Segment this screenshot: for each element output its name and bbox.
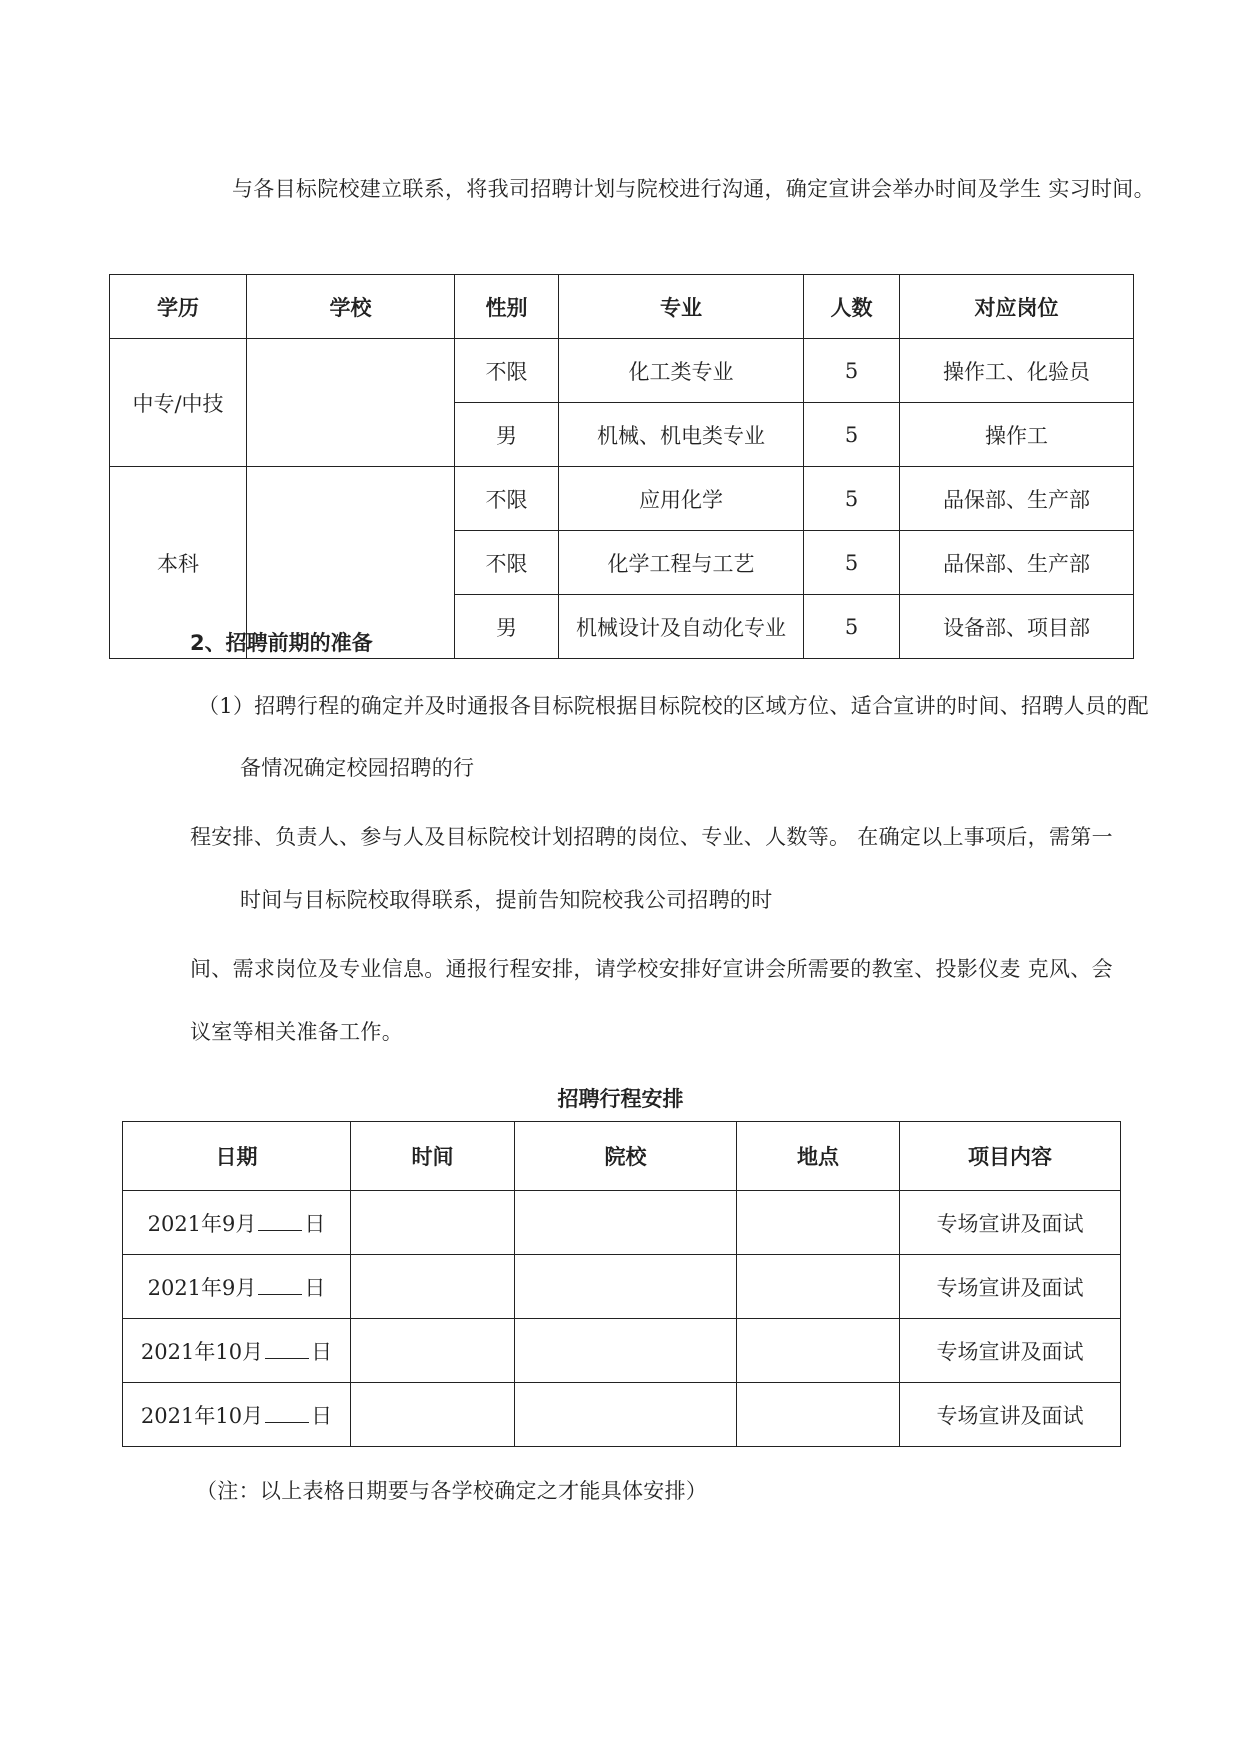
- header-education: 学历: [110, 275, 247, 339]
- table-row: [123, 1319, 1121, 1383]
- table-row: [123, 1383, 1121, 1447]
- gender-cell: 不限: [455, 467, 559, 531]
- plan-table-header-row: [110, 275, 1134, 339]
- header-school: 学校: [247, 275, 455, 339]
- paragraph-line: 间、需求岗位及专业信息。通报行程安排，请学校安排好宣讲会所需要的教室、投影仪麦 克风、会: [190, 957, 1113, 981]
- date-blank: [258, 1212, 302, 1231]
- school-cell: [247, 339, 455, 467]
- time-cell: [351, 1383, 515, 1447]
- paragraph-line: 议室等相关准备工作。: [190, 1020, 403, 1044]
- position-cell: 品保部、生产部: [900, 467, 1134, 531]
- header-major: 专业: [559, 275, 804, 339]
- intro-paragraph: 与各目标院校建立联系，将我司招聘计划与院校进行沟通，确定宣讲会举办时间及学生 实习时间。: [232, 177, 1155, 201]
- content-cell: 专场宣讲及面试: [900, 1191, 1121, 1255]
- school-cell: [515, 1383, 737, 1447]
- header-gender: 性别: [455, 275, 559, 339]
- table-row: [110, 467, 1134, 531]
- time-cell: [351, 1191, 515, 1255]
- date-blank: [265, 1404, 309, 1423]
- date-cell: 2021年9月 日: [123, 1191, 351, 1255]
- header-location: 地点: [737, 1122, 900, 1191]
- table-row: [123, 1255, 1121, 1319]
- header-count: 人数: [804, 275, 900, 339]
- school-cell: [515, 1191, 737, 1255]
- school-cell: [515, 1319, 737, 1383]
- major-cell: 化工类专业: [559, 339, 804, 403]
- header-position: 对应岗位: [900, 275, 1134, 339]
- paragraph-line: 程安排、负责人、参与人及目标院校计划招聘的岗位、专业、人数等。 在确定以上事项后，需第一: [190, 825, 1113, 849]
- paragraph-line: （1）招聘行程的确定并及时通报各目标院根据目标院校的区域方位、适合宣讲的时间、招聘人员的配: [198, 694, 1149, 718]
- paragraph-line: 备情况确定校园招聘的行: [240, 756, 475, 780]
- count-cell: 5: [804, 403, 900, 467]
- count-cell: 5: [804, 531, 900, 595]
- gender-cell: 不限: [455, 339, 559, 403]
- schedule-header-row: [123, 1122, 1121, 1191]
- table-row: [110, 339, 1134, 403]
- section-heading: 2、招聘前期的准备: [190, 631, 373, 655]
- date-cell: 2021年9月 日: [123, 1255, 351, 1319]
- date-cell: 2021年10月 日: [123, 1383, 351, 1447]
- paragraph-line: 时间与目标院校取得联系，提前告知院校我公司招聘的时: [240, 888, 773, 912]
- major-cell: 机械、机电类专业: [559, 403, 804, 467]
- table-row: [123, 1191, 1121, 1255]
- position-cell: 品保部、生产部: [900, 531, 1134, 595]
- position-cell: 设备部、项目部: [900, 595, 1134, 659]
- header-date: 日期: [123, 1122, 351, 1191]
- time-cell: [351, 1319, 515, 1383]
- location-cell: [737, 1383, 900, 1447]
- position-cell: 操作工、化验员: [900, 339, 1134, 403]
- education-cell: 本科: [110, 467, 247, 659]
- location-cell: [737, 1319, 900, 1383]
- position-cell: 操作工: [900, 403, 1134, 467]
- major-cell: 化学工程与工艺: [559, 531, 804, 595]
- schedule-title: 招聘行程安排: [557, 1087, 684, 1111]
- count-cell: 5: [804, 595, 900, 659]
- school-cell: [515, 1255, 737, 1319]
- location-cell: [737, 1191, 900, 1255]
- content-cell: 专场宣讲及面试: [900, 1319, 1121, 1383]
- date-cell: 2021年10月 日: [123, 1319, 351, 1383]
- header-school: 院校: [515, 1122, 737, 1191]
- content-cell: 专场宣讲及面试: [900, 1255, 1121, 1319]
- location-cell: [737, 1255, 900, 1319]
- recruitment-plan-table: [109, 274, 1134, 659]
- header-content: 项目内容: [900, 1122, 1121, 1191]
- schedule-table: [122, 1121, 1121, 1447]
- date-blank: [258, 1276, 302, 1295]
- header-time: 时间: [351, 1122, 515, 1191]
- content-cell: 专场宣讲及面试: [900, 1383, 1121, 1447]
- education-cell: 中专/中技: [110, 339, 247, 467]
- time-cell: [351, 1255, 515, 1319]
- date-blank: [265, 1340, 309, 1359]
- table-note: （注：以上表格日期要与各学校确定之才能具体安排）: [196, 1479, 708, 1503]
- gender-cell: 男: [455, 595, 559, 659]
- gender-cell: 不限: [455, 531, 559, 595]
- major-cell: 应用化学: [559, 467, 804, 531]
- count-cell: 5: [804, 339, 900, 403]
- major-cell: 机械设计及自动化专业: [559, 595, 804, 659]
- gender-cell: 男: [455, 403, 559, 467]
- count-cell: 5: [804, 467, 900, 531]
